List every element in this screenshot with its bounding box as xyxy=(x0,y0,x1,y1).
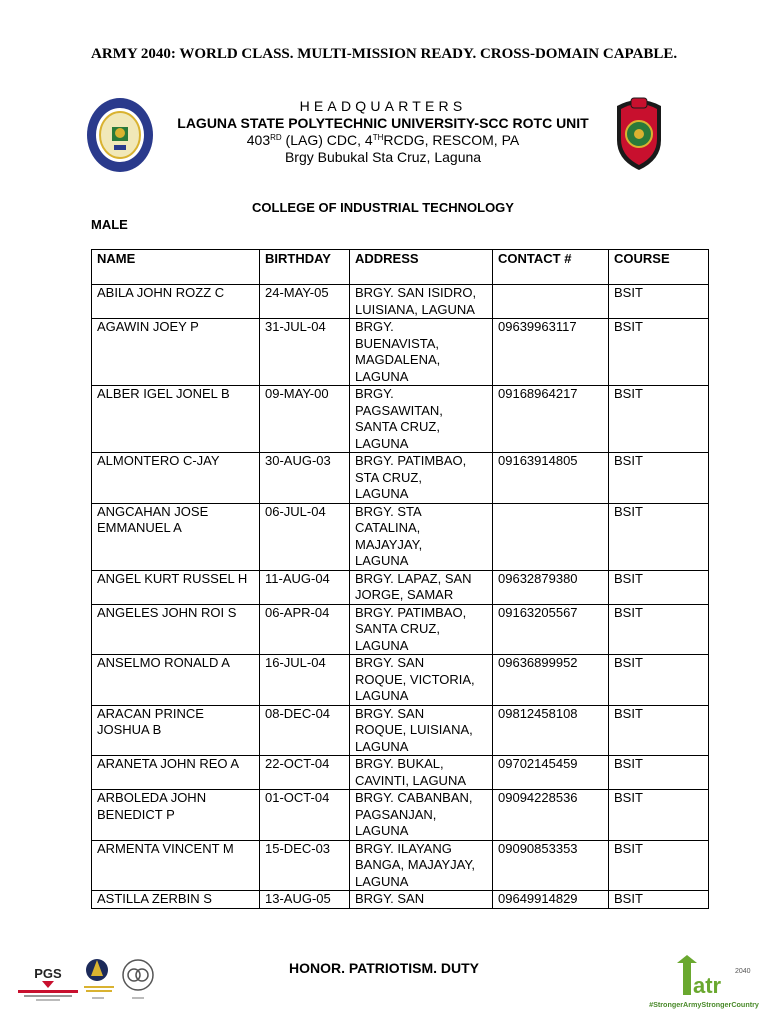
cell-course: BSIT xyxy=(609,891,709,909)
cell-address xyxy=(350,285,493,319)
address-line: BRGY. STA xyxy=(355,503,422,519)
cell-name: ABILA JOHN ROZZ C xyxy=(92,285,260,319)
address-line: PAGSAWITAN, xyxy=(355,402,443,418)
address-line: BRGY. SAN xyxy=(355,891,425,906)
address-line: LAGUNA xyxy=(355,368,409,384)
table-row xyxy=(92,285,709,319)
table-row xyxy=(92,570,709,604)
cell-name: ARMENTA VINCENT M xyxy=(92,840,260,891)
cell-contact: 09163914805 xyxy=(493,453,609,504)
cell-contact xyxy=(493,503,609,570)
cell-name: ASTILLA ZERBIN S xyxy=(92,891,260,909)
atr-logo-year: 2040 xyxy=(735,968,751,975)
table-header-row xyxy=(92,250,709,285)
address-line: CATALINA, xyxy=(355,520,421,535)
cell-address xyxy=(350,790,493,841)
col-header-address: ADDRESS xyxy=(350,250,493,285)
cell-name: ARBOLEDA JOHN BENEDICT P xyxy=(92,790,260,841)
cell-birthday: 06-JUL-04 xyxy=(260,503,350,570)
address-line: LAGUNA xyxy=(355,688,409,703)
college-title: COLLEGE OF INDUSTRIAL TECHNOLOGY xyxy=(252,200,514,215)
col-header-course: COURSE xyxy=(609,250,709,285)
address-line: BRGY. SAN xyxy=(355,705,425,721)
cell-course: BSIT xyxy=(609,285,709,319)
table-row xyxy=(92,705,709,756)
address-line: BRGY. PATIMBAO, xyxy=(355,453,467,468)
command-part-c: RCDG, RESCOM, PA xyxy=(383,132,520,148)
table-row xyxy=(92,604,709,655)
address-line: BRGY. xyxy=(355,319,394,334)
cell-contact: 09168964217 xyxy=(493,386,609,453)
cell-contact: 09812458108 xyxy=(493,705,609,756)
atr-logo-hashtag: #StrongerArmyStrongerCountry xyxy=(649,1000,759,1009)
headquarters-block xyxy=(160,98,606,166)
cell-birthday: 09-MAY-00 xyxy=(260,386,350,453)
table-row xyxy=(92,756,709,790)
cell-name: AGAWIN JOEY P xyxy=(92,319,260,386)
cell-course: BSIT xyxy=(609,705,709,756)
table-row xyxy=(92,453,709,504)
cell-course: BSIT xyxy=(609,655,709,706)
cell-contact: 09639963117 xyxy=(493,319,609,386)
address-line: ROQUE, LUISIANA, xyxy=(355,722,473,737)
address-line: STA CRUZ, xyxy=(355,469,422,485)
table-row xyxy=(92,790,709,841)
cell-address xyxy=(350,319,493,386)
col-header-birthday: BIRTHDAY xyxy=(260,250,350,285)
cell-address xyxy=(350,503,493,570)
cell-address xyxy=(350,840,493,891)
cell-name: ANGELES JOHN ROI S xyxy=(92,604,260,655)
cell-name: ALMONTERO C-JAY xyxy=(92,453,260,504)
table-row xyxy=(92,503,709,570)
address-line: BUENAVISTA, xyxy=(355,335,440,351)
cell-birthday: 16-JUL-04 xyxy=(260,655,350,706)
cell-name: ARACAN PRINCE JOSHUA B xyxy=(92,705,260,756)
command-sup-rd: RD xyxy=(270,133,282,142)
address-line: LAGUNA xyxy=(355,486,409,501)
table-row xyxy=(92,319,709,386)
cell-course: BSIT xyxy=(609,319,709,386)
cell-birthday: 08-DEC-04 xyxy=(260,705,350,756)
cell-name: ARANETA JOHN REO A xyxy=(92,756,260,790)
command-line xyxy=(160,132,606,149)
cell-course: BSIT xyxy=(609,503,709,570)
address-line: BRGY. ILAYANG xyxy=(355,840,452,856)
cell-birthday: 13-AUG-05 xyxy=(260,891,350,909)
address-line: LAGUNA xyxy=(355,637,409,653)
address-line: BRGY. SAN xyxy=(355,655,425,670)
cell-contact: 09636899952 xyxy=(493,655,609,706)
cell-address xyxy=(350,756,493,790)
rotc-shield-logo xyxy=(609,92,669,172)
command-sup-th: TH xyxy=(372,133,384,142)
cell-contact: 09163205567 xyxy=(493,604,609,655)
cell-birthday: 30-AUG-03 xyxy=(260,453,350,504)
cell-birthday: 06-APR-04 xyxy=(260,604,350,655)
cell-contact: 09649914829 xyxy=(493,891,609,909)
cell-birthday: 11-AUG-04 xyxy=(260,570,350,604)
hq-title: HEADQUARTERS xyxy=(299,98,467,114)
col-header-name: NAME xyxy=(92,250,260,285)
cell-contact: 09094228536 xyxy=(493,790,609,841)
table-row xyxy=(92,655,709,706)
address-line: ROQUE, VICTORIA, xyxy=(355,671,475,687)
command-part-a: 403 xyxy=(246,132,271,148)
cell-address xyxy=(350,386,493,453)
cell-name: ALBER IGEL JONEL B xyxy=(92,386,260,453)
cell-address xyxy=(350,570,493,604)
cell-address xyxy=(350,604,493,655)
address-line: BRGY. CABANBAN, xyxy=(355,790,473,805)
table-row xyxy=(92,840,709,891)
lspu-seal-logo xyxy=(86,97,154,173)
table-row xyxy=(92,386,709,453)
pgs-logo-text: PGS xyxy=(34,966,62,981)
address-line: LAGUNA xyxy=(355,823,409,838)
cell-address xyxy=(350,453,493,504)
address-line: MAJAYJAY, xyxy=(355,536,423,552)
cell-course: BSIT xyxy=(609,604,709,655)
address-line: LUISIANA, LAGUNA xyxy=(355,301,475,317)
cell-course: BSIT xyxy=(609,790,709,841)
cell-address xyxy=(350,655,493,706)
army-motto: ARMY 2040: WORLD CLASS. MULTI-MISSION READY. CROSS-DOMAIN CAPABLE. xyxy=(91,46,678,62)
atr-logo-text: atr xyxy=(693,973,722,998)
cell-contact: 09090853353 xyxy=(493,840,609,891)
gender-heading: MALE xyxy=(91,217,128,232)
cell-course: BSIT xyxy=(609,840,709,891)
address-line: LAGUNA xyxy=(355,738,409,754)
cell-birthday: 22-OCT-04 xyxy=(260,756,350,790)
cell-course: BSIT xyxy=(609,570,709,604)
cell-address xyxy=(350,705,493,756)
table-body xyxy=(92,285,709,909)
cell-birthday: 15-DEC-03 xyxy=(260,840,350,891)
cell-course: BSIT xyxy=(609,453,709,504)
address-line: BRGY. BUKAL, xyxy=(355,756,444,771)
student-roster-table xyxy=(91,249,709,909)
address-line: LAGUNA xyxy=(355,553,409,568)
cell-contact: 09702145459 xyxy=(493,756,609,790)
address-line: JORGE, SAMAR xyxy=(355,587,454,602)
address-line: BRGY. SAN ISIDRO, xyxy=(355,285,477,300)
cell-course: BSIT xyxy=(609,756,709,790)
table-row xyxy=(92,891,709,909)
footer-motto: HONOR. PATRIOTISM. DUTY xyxy=(288,960,480,976)
cell-address xyxy=(350,891,493,909)
cell-birthday: 31-JUL-04 xyxy=(260,319,350,386)
command-part-b: (LAG) CDC, 4 xyxy=(281,132,373,148)
address-line: LAGUNA xyxy=(355,873,409,889)
unit-name: LAGUNA STATE POLYTECHNIC UNIVERSITY-SCC ROTC UNIT xyxy=(177,115,589,131)
army-transformation-roadmap-logo xyxy=(649,955,759,1010)
address-line: SANTA CRUZ, xyxy=(355,419,440,434)
address-line: BRGY. xyxy=(355,386,394,401)
address-line: BRGY. LAPAZ, SAN xyxy=(355,570,472,586)
address-line: MAGDALENA, xyxy=(355,352,441,367)
address-line: PAGSANJAN, xyxy=(355,806,437,822)
col-header-contact: CONTACT # xyxy=(493,250,609,285)
cell-contact: 09632879380 xyxy=(493,570,609,604)
cell-name: ANGCAHAN JOSE EMMANUEL A xyxy=(92,503,260,570)
cell-contact xyxy=(493,285,609,319)
hq-address: Brgy Bubukal Sta Cruz, Laguna xyxy=(284,149,482,165)
cell-course: BSIT xyxy=(609,386,709,453)
address-line: BANGA, MAJAYJAY, xyxy=(355,857,475,872)
address-line: BRGY. PATIMBAO, xyxy=(355,604,467,620)
cell-birthday: 24-MAY-05 xyxy=(260,285,350,319)
cell-birthday: 01-OCT-04 xyxy=(260,790,350,841)
cell-name: ANGEL KURT RUSSEL H xyxy=(92,570,260,604)
address-line: CAVINTI, LAGUNA xyxy=(355,772,467,788)
address-line: LAGUNA xyxy=(355,435,409,451)
cell-name: ANSELMO RONALD A xyxy=(92,655,260,706)
address-line: SANTA CRUZ, xyxy=(355,621,440,636)
